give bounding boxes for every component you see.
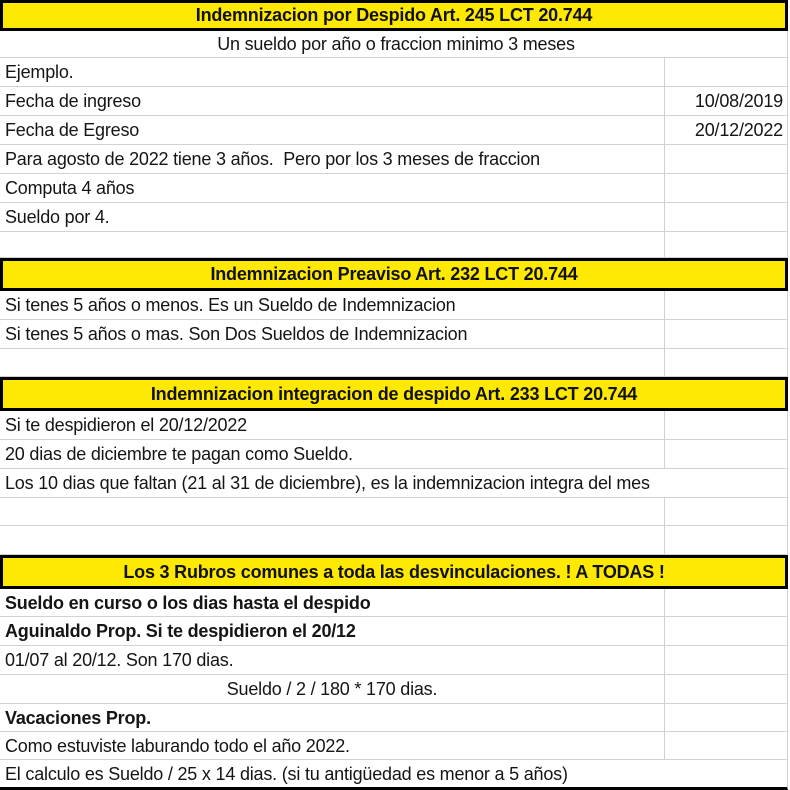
cell-label-fecha-ingreso[interactable]: Fecha de ingreso [5,91,141,111]
cell-vacaciones[interactable]: Vacaciones Prop. [5,707,151,728]
cell-side[interactable] [664,589,787,616]
sheet-row [0,589,788,617]
sheet-row [0,174,788,203]
cell-main[interactable]: Si te despidieron el 20/12/2022 [5,415,247,435]
cell-side[interactable] [664,526,787,554]
sheet-row [0,732,788,760]
cell-main[interactable]: Sueldo por 4. [5,207,110,227]
section-header-preaviso[interactable]: Indemnizacion Preaviso Art. 232 LCT 20.744 [0,258,788,291]
cell-side[interactable] [664,203,787,231]
cell-date-ingreso[interactable]: 10/08/2019 [664,87,787,115]
sheet-row [0,145,788,174]
sheet-row-empty [0,526,788,555]
section-header-integracion[interactable]: Indemnizacion integracion de despido Art. 233 LCT 20.744 [0,377,788,411]
cell-formula-aguinaldo[interactable]: Sueldo / 2 / 180 * 170 dias. [226,679,438,699]
cell-main[interactable]: Si tenes 5 años o menos. Es un Sueldo de Indemnizacion [5,295,456,315]
sheet-row [0,675,788,704]
cell-side[interactable] [664,58,787,86]
sheet-row [0,469,788,498]
sheet-row [0,704,788,732]
section-header-rubros[interactable]: Los 3 Rubros comunes a toda las desvinculaciones. ! A TODAS ! [0,555,788,589]
cell-main[interactable]: 01/07 al 20/12. Son 170 dias. [5,650,234,670]
sheet-row [0,58,788,87]
sheet-row [0,87,788,116]
sheet-row [0,291,788,320]
cell-main[interactable]: Como estuviste laburando todo el año 2022. [5,735,350,756]
cell-side[interactable] [664,174,787,202]
cell-side[interactable] [664,411,787,439]
cell-main[interactable]: Los 10 dias que faltan (21 al 31 de diciembre), es la indemnizacion integra del mes [5,473,650,493]
cell-side[interactable] [664,704,787,731]
cell-formula-vacaciones[interactable]: El calculo es Sueldo / 25 x 14 dias. (si tu antigüedad es menor a 5 años) [5,763,568,784]
cell-main[interactable]: Ejemplo. [5,62,74,82]
cell-side[interactable] [664,732,787,759]
cell-side[interactable] [664,646,787,674]
sheet-row [0,116,788,145]
cell-label-fecha-egreso[interactable]: Fecha de Egreso [5,120,140,140]
cell-main[interactable]: 20 dias de diciembre te pagan como Sueldo. [5,444,353,464]
sheet-row-empty [0,232,788,258]
sheet-row [0,320,788,349]
cell-side[interactable] [664,349,787,376]
sheet-row [0,617,788,646]
sheet-row [0,31,788,58]
cell-date-egreso[interactable]: 20/12/2022 [664,116,787,144]
sheet-row [0,203,788,232]
sheet-row-empty [0,349,788,377]
cell-side[interactable] [664,617,787,645]
sheet-row-empty [0,498,788,526]
cell-side[interactable] [664,320,787,348]
cell-subtitle[interactable]: Un sueldo por año o fraccion minimo 3 meses [217,34,575,54]
cell-main[interactable]: Para agosto de 2022 tiene 3 años. Pero por los 3 meses de fraccion [5,149,540,169]
sheet-row [0,760,788,790]
sheet-row [0,646,788,675]
sheet-row [0,411,788,440]
sheet-row [0,440,788,469]
cell-side[interactable] [664,498,787,525]
cell-side[interactable] [664,232,787,257]
cell-sueldo-en-curso[interactable]: Sueldo en curso o los dias hasta el despido [5,592,371,613]
cell-side[interactable] [664,440,787,468]
cell-main[interactable]: Computa 4 años [5,178,135,198]
cell-main[interactable]: Si tenes 5 años o mas. Son Dos Sueldos de Indemnizacion [5,324,468,344]
cell-side[interactable] [664,145,787,173]
cell-side[interactable] [664,291,787,319]
section-header-despido[interactable]: Indemnizacion por Despido Art. 245 LCT 20.744 [0,0,788,31]
cell-side[interactable] [664,675,787,703]
cell-aguinaldo[interactable]: Aguinaldo Prop. Si te despidieron el 20/12 [5,621,356,641]
